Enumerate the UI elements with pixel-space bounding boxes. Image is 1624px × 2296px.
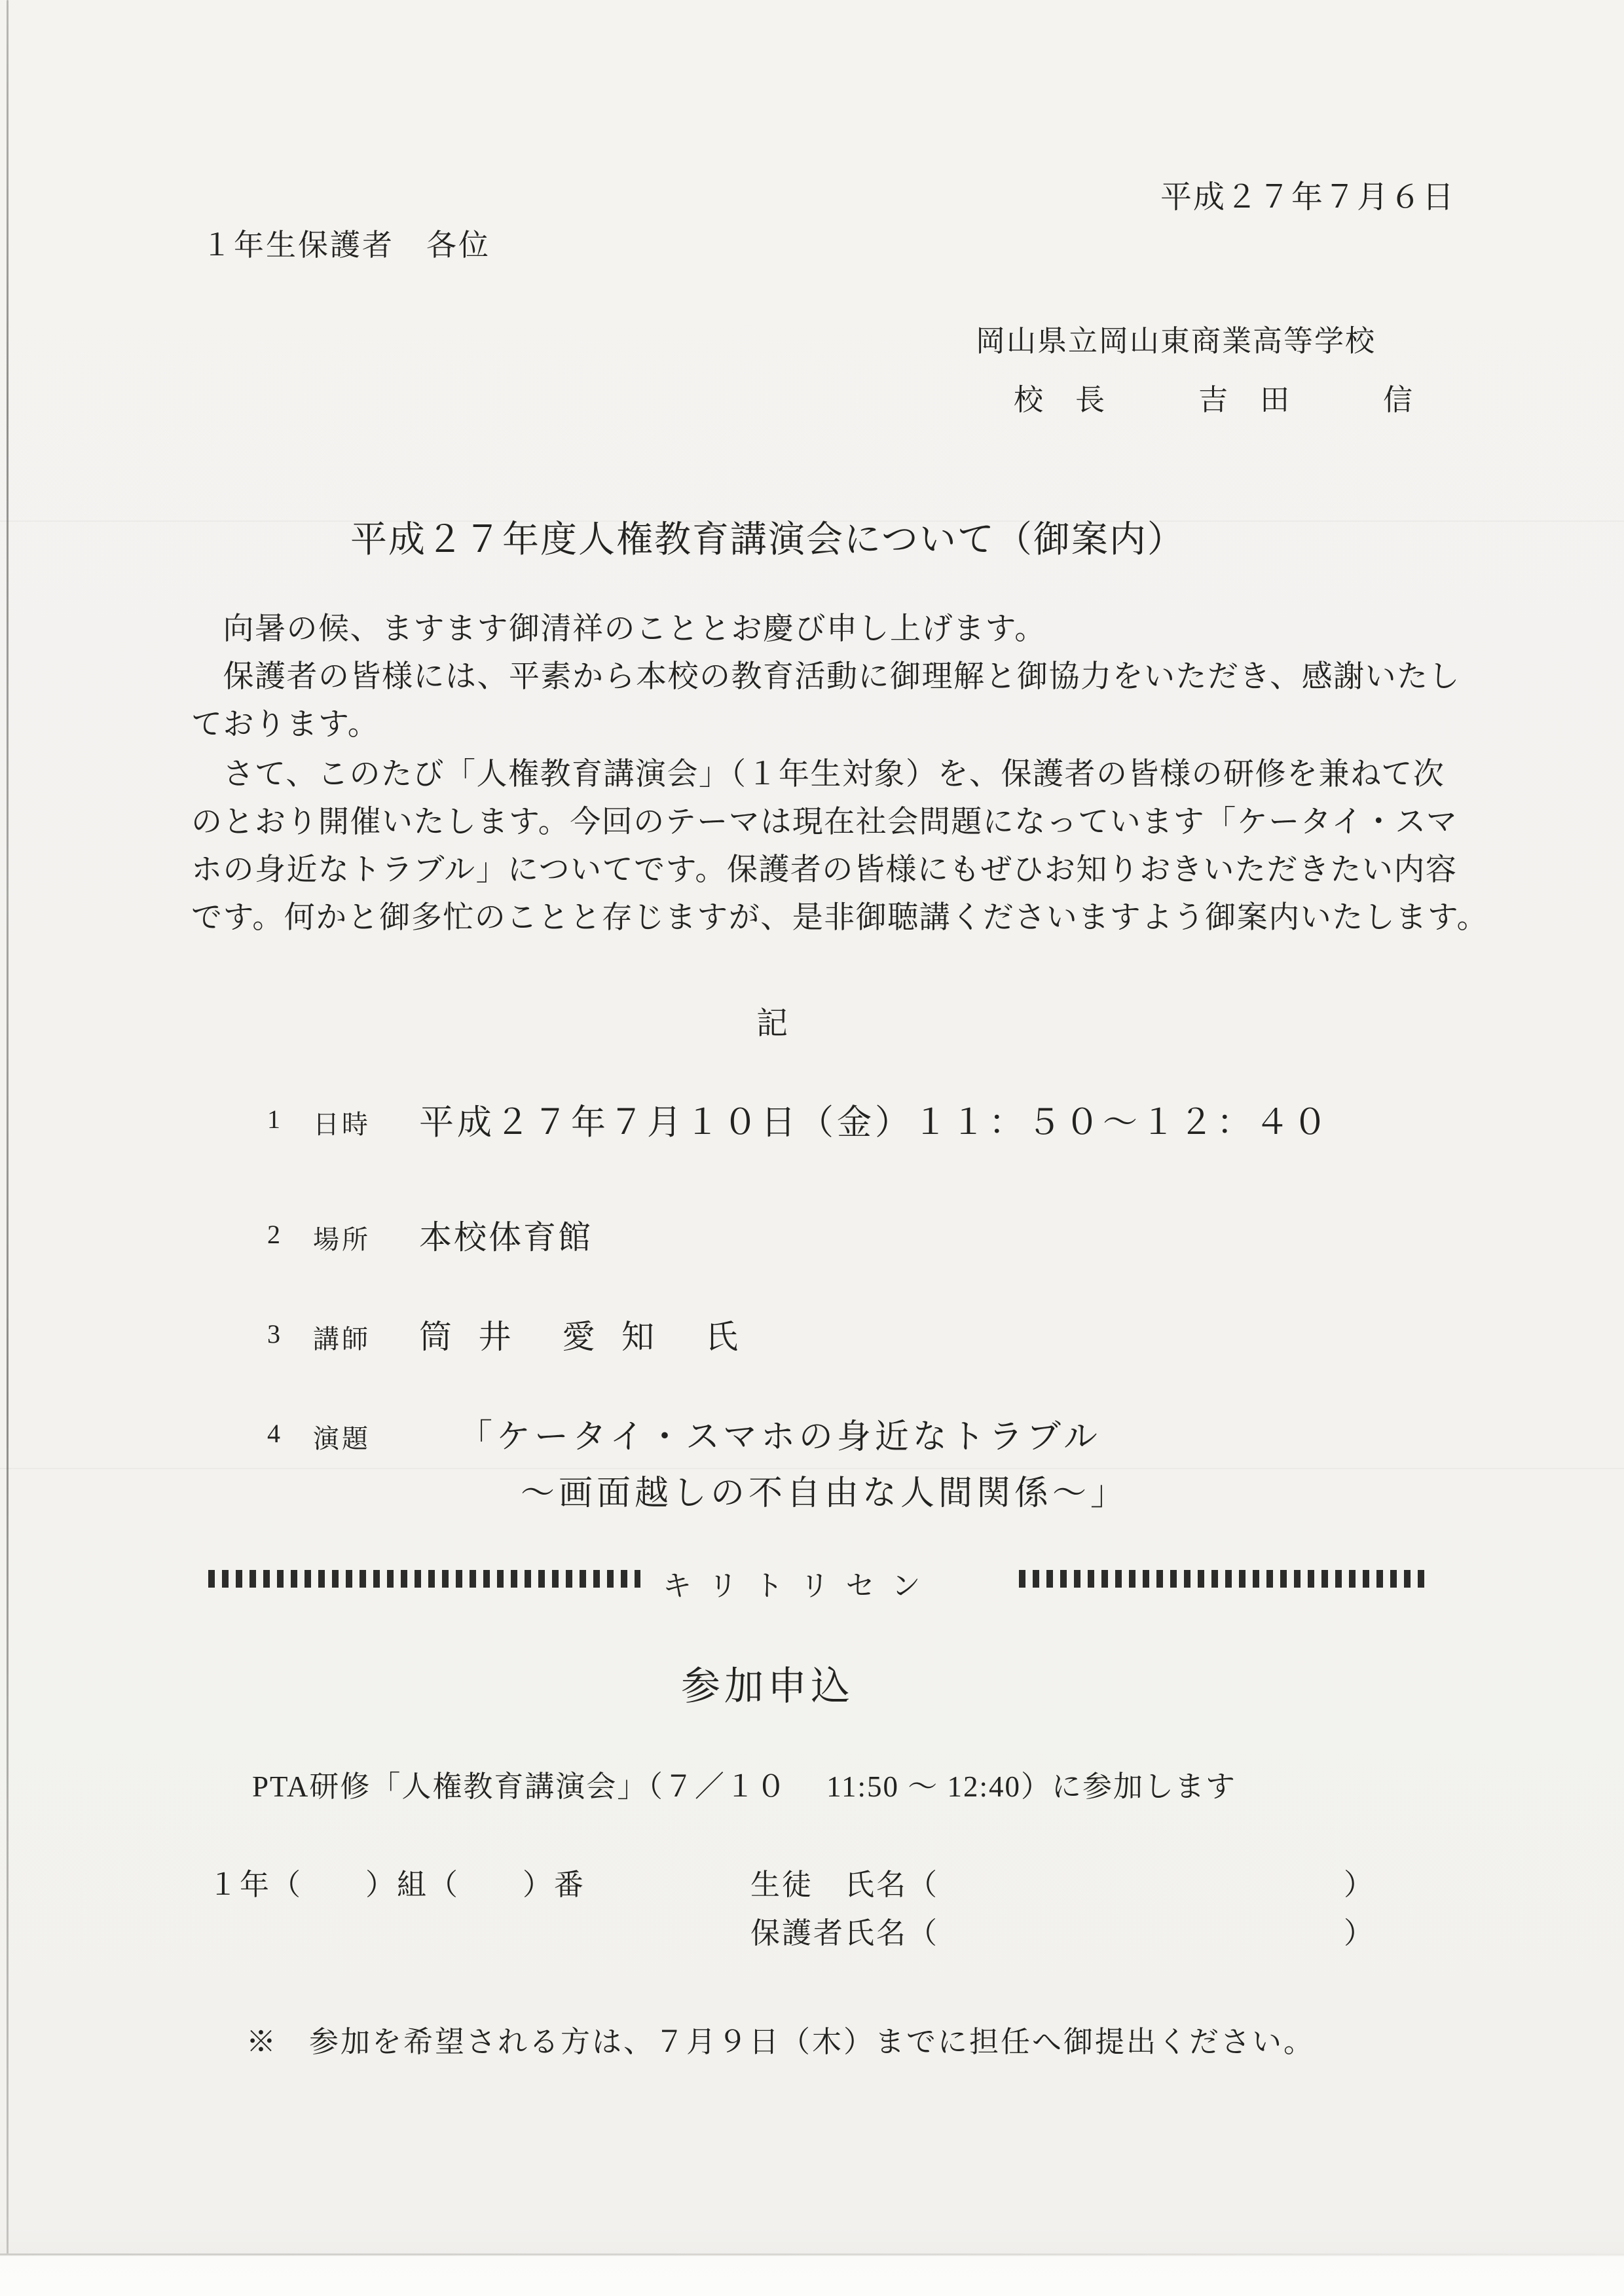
addressee: １年生保護者 各位	[202, 228, 490, 262]
form-class-number-line: １年（ ）組（ ）番	[208, 1868, 586, 1901]
item-label: 場所	[313, 1225, 371, 1254]
form-guardian-name-close: ）	[1344, 1917, 1376, 1950]
body-line: ております。	[191, 708, 380, 742]
cutline-label: キリトリセン	[663, 1570, 938, 1602]
record-marker: 記	[756, 1006, 788, 1041]
item-number: 2	[267, 1220, 280, 1249]
item-label: 講師	[313, 1324, 371, 1354]
form-student-name-close: ）	[1344, 1868, 1376, 1901]
form-statement: PTA研修「人権教育講演会」（７／１０ 11:50 ～ 12:40）に参加します	[252, 1770, 1236, 1803]
body-line: 向暑の候、ますます御清祥のこととお慶び申し上げます。	[191, 612, 1046, 646]
item-value-lecturer: 筒 井 愛 知 氏	[419, 1319, 747, 1355]
item-value-place: 本校体育館	[419, 1219, 593, 1256]
principal-name: 校 長 吉 田 信	[1014, 384, 1414, 416]
item-number: 4	[267, 1419, 280, 1448]
item-number: 3	[267, 1319, 280, 1349]
document-title: 平成２７年度人権教育講演会について（御案内）	[350, 520, 1185, 560]
form-guardian-name-label: 保護者氏名（	[750, 1917, 940, 1950]
paper-bottom-edge	[0, 2253, 1624, 2255]
submission-note: ※ 参加を希望される方は、７月９日（木）までに担任へ御提出ください。	[246, 2026, 1316, 2058]
body-line: さて、このたび「人権教育講演会」（１年生対象）を、保護者の皆様の研修を兼ねて次	[191, 757, 1445, 792]
body-line: のとおり開催いたします。今回のテーマは現在社会問題になっています「ケータイ・スマ	[191, 805, 1458, 839]
item-label: 演題	[313, 1424, 371, 1453]
item-value-theme-line2: ～画面越しの不自由な人間関係～」	[521, 1475, 1129, 1512]
body-line: 保護者の皆様には、平素から本校の教育活動に御理解と御協力をいただき、感謝いたし	[191, 660, 1461, 694]
document-date: 平成２７年７月６日	[1160, 180, 1456, 215]
scan-edge-line	[7, 0, 9, 2255]
item-value-datetime: 平成２７年７月１０日（金）１１：５０～１２：４０	[419, 1104, 1331, 1142]
body-line: です。何かと御多忙のことと存じますが、是非御聴講くださいますよう御案内いたします。	[191, 901, 1488, 935]
cutline-dashes-right	[1019, 1570, 1431, 1588]
body-line: ホの身近なトラブル」についてです。保護者の皆様にもぜひお知りおきいただきたい内容	[191, 853, 1458, 887]
school-name: 岡山県立岡山東商業高等学校	[976, 325, 1376, 357]
form-heading: 参加申込	[681, 1665, 854, 1708]
item-label: 日時	[313, 1110, 371, 1139]
cutline-dashes-left	[208, 1570, 640, 1588]
item-number: 1	[267, 1104, 280, 1134]
form-student-name-label: 生徒 氏名（	[750, 1868, 940, 1901]
item-value-theme-line1: 「ケータイ・スマホの身近なトラブル	[458, 1419, 1101, 1456]
